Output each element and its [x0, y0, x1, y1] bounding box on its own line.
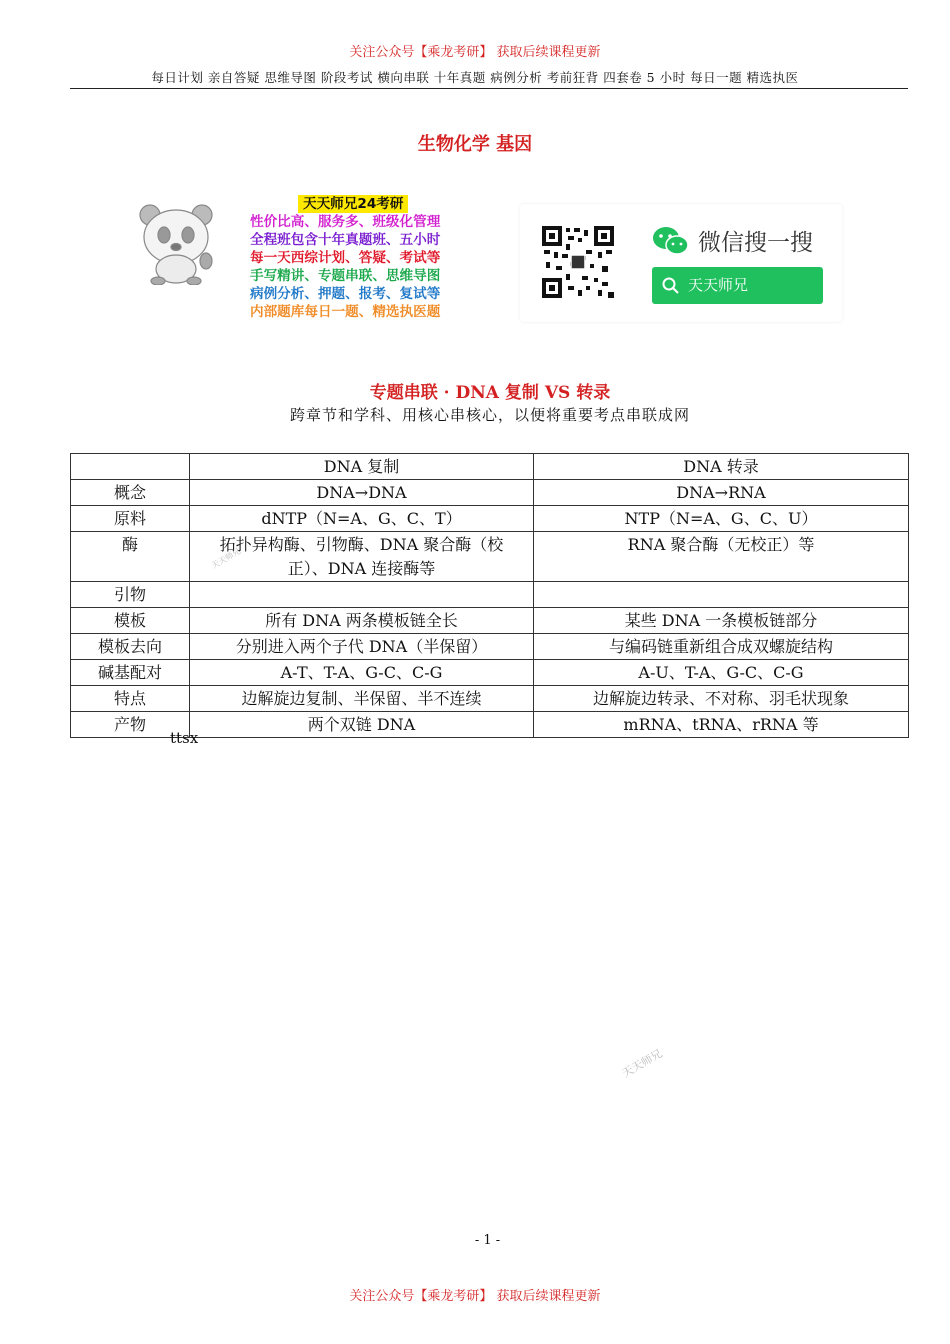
header-cell: DNA 转录	[534, 454, 909, 480]
row-label: 产物	[71, 712, 190, 738]
table-cell: 与编码链重新组合成双螺旋结构	[534, 634, 909, 660]
wechat-logo-icon	[652, 226, 690, 256]
comparison-table	[70, 453, 909, 738]
table-cell	[534, 582, 909, 608]
wechat-search-box[interactable]	[652, 267, 823, 304]
row-label: 引物	[71, 582, 190, 608]
table-cell: DNA→DNA	[190, 480, 534, 506]
table-cell: A-T、T-A、G-C、C-G	[190, 660, 534, 686]
wechat-search-card	[520, 204, 842, 322]
bottom-banner: 关注公众号【乘龙考研】 获取后续课程更新	[349, 1289, 601, 1304]
ttsx-annotation: ttsx	[170, 729, 199, 747]
table-row	[71, 582, 909, 608]
table-cell: 拓扑异构酶、引物酶、DNA 聚合酶（校正）、DNA 连接酶等	[190, 532, 534, 582]
top-banner: 关注公众号【乘龙考研】 获取后续课程更新	[349, 45, 601, 60]
table-cell: NTP（N=A、G、C、U）	[534, 506, 909, 532]
table-row	[71, 634, 909, 660]
table-cell: 某些 DNA 一条模板链部分	[534, 608, 909, 634]
wechat-search-text: 天天师兄	[688, 276, 749, 294]
promo-line: 全程班包含十年真题班、五小时	[250, 232, 441, 248]
watermark: 天天师兄	[209, 546, 243, 571]
table-row	[71, 506, 909, 532]
section-title: 专题串联 · DNA 复制 VS 转录	[369, 383, 611, 403]
qr-code-icon[interactable]	[542, 226, 614, 298]
promo-line: 每一天西综计划、答疑、考试等	[250, 250, 441, 266]
promo-line: 性价比高、服务多、班级化管理	[250, 214, 441, 230]
header-cell	[71, 454, 190, 480]
promo-line: 病例分析、押题、报考、复试等	[250, 286, 441, 302]
row-label: 模板	[71, 608, 190, 634]
watermark: 天天师兄	[619, 1046, 665, 1081]
table-cell: 两个双链 DNA	[190, 712, 534, 738]
table-header-row	[71, 454, 909, 480]
table-cell: A-U、T-A、G-C、C-G	[534, 660, 909, 686]
table-row	[71, 660, 909, 686]
row-label: 模板去向	[71, 634, 190, 660]
table-cell	[190, 582, 534, 608]
promo-line: 内部题库每日一题、精选执医题	[250, 304, 441, 320]
table-cell: 边解旋边转录、不对称、羽毛状现象	[534, 686, 909, 712]
table-cell: DNA→RNA	[534, 480, 909, 506]
panda-icon	[136, 203, 224, 285]
table-row	[71, 686, 909, 712]
table-cell: 边解旋边复制、半保留、半不连续	[190, 686, 534, 712]
header-rule	[70, 88, 908, 89]
table-cell: mRNA、tRNA、rRNA 等	[534, 712, 909, 738]
page-number: - 1 -	[474, 1233, 501, 1248]
table-row	[71, 532, 909, 582]
section-subtitle: 跨章节和学科、用核心串核心，以便将重要考点串联成网	[289, 406, 690, 424]
wechat-search-label: 微信搜一搜	[698, 230, 813, 256]
promo-line: 手写精讲、专题串联、思维导图	[250, 268, 441, 284]
table-cell: 所有 DNA 两条模板链全长	[190, 608, 534, 634]
row-label: 酶	[71, 532, 190, 582]
row-label: 原料	[71, 506, 190, 532]
row-label: 概念	[71, 480, 190, 506]
search-icon	[662, 277, 679, 294]
row-label: 特点	[71, 686, 190, 712]
table-cell: dNTP（N=A、G、C、T）	[190, 506, 534, 532]
header-cell: DNA 复制	[190, 454, 534, 480]
table-cell: RNA 聚合酶（无校正）等	[534, 532, 909, 582]
promo-title: 天天师兄24考研	[298, 195, 408, 213]
table-row	[71, 608, 909, 634]
table-row	[71, 480, 909, 506]
document-title: 生物化学 基因	[417, 134, 533, 155]
row-label: 碱基配对	[71, 660, 190, 686]
feature-nav-line: 每日计划 亲自答疑 思维导图 阶段考试 横向串联 十年真题 病例分析 考前狂背 四套卷 5 小时 每日一题 精选执医	[151, 70, 799, 85]
promo-text-block	[250, 195, 490, 321]
table-cell: 分别进入两个子代 DNA（半保留）	[190, 634, 534, 660]
